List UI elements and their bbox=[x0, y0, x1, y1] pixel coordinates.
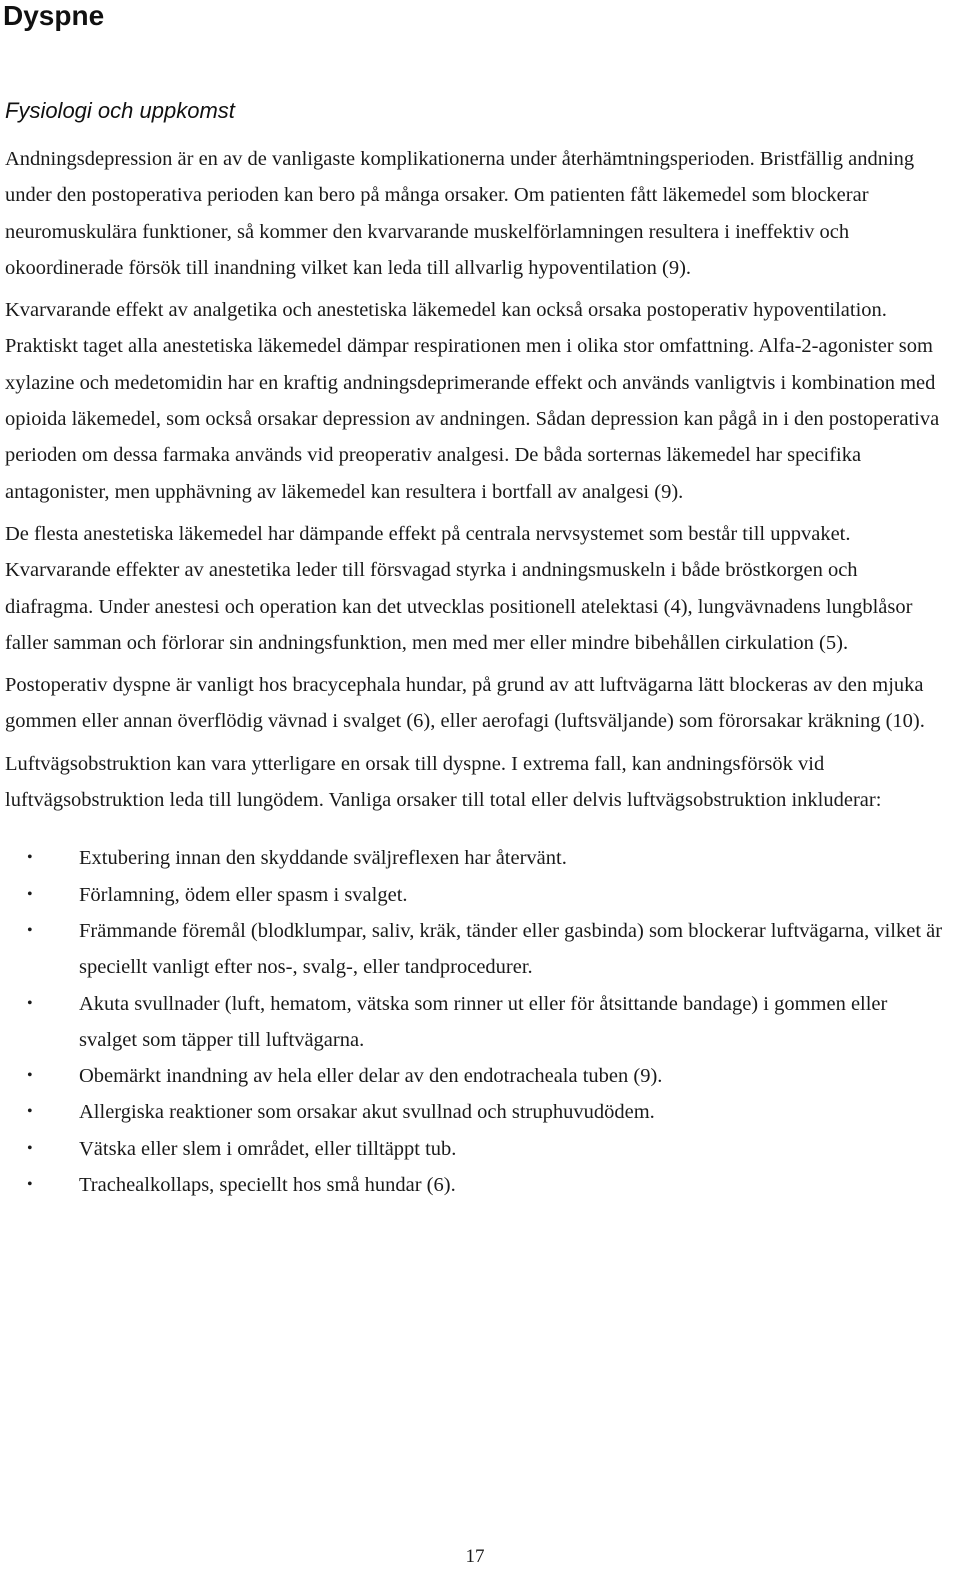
bullet-icon: • bbox=[27, 994, 33, 1012]
list-item-text: Förlamning, ödem eller spasm i svalget. bbox=[79, 883, 408, 906]
bullet-icon: • bbox=[27, 1067, 33, 1085]
list-item bbox=[5, 913, 950, 986]
paragraph: Andningsdepression är en av de vanligaste komplikationerna under återhämtningsperioden. Bristfällig andning under den postoperativa perioden kan bero på många orsaker. Om patienten fått läkemedel som blockerar neuromuskulära funktioner, så kommer den kvarvarande muskelförlamningen resultera i ineffektiv och okoordinerade försök till inandning vilket kan leda till allvarlig hypoventilation (9). bbox=[5, 148, 915, 279]
bullet-icon: • bbox=[27, 1139, 33, 1157]
list-item bbox=[5, 1094, 950, 1130]
list-item bbox=[5, 1058, 950, 1094]
section-heading: Dyspne bbox=[3, 0, 105, 31]
list-item-text: Trachealkollaps, speciellt hos små hundar (6). bbox=[79, 1174, 456, 1197]
list-item bbox=[5, 986, 950, 1059]
list-item-text: Främmande föremål (blodklumpar, saliv, kräk, tänder eller gasbinda) som blockerar luftvägarna, vilket är speciellt vanligt efter nos-, svalg-, eller tandprocedurer. bbox=[79, 919, 943, 979]
list-item-text: Extubering innan den skyddande sväljreflexen har återvänt. bbox=[79, 847, 567, 870]
list-item bbox=[5, 840, 950, 876]
bullet-icon: • bbox=[27, 1176, 33, 1194]
subsection-heading: Fysiologi och uppkomst bbox=[5, 98, 235, 123]
bullet-icon: • bbox=[27, 1103, 33, 1121]
bullet-icon: • bbox=[27, 849, 33, 867]
paragraph: De flesta anestetiska läkemedel har dämpande effekt på centrala nervsystemet som består till uppvaket. Kvarvarande effekter av anestetika leder till försvagad styrka i andningsmuskeln i både bröstkorgen och diafragma. Under anestesi och operation kan det utvecklas positionell atelektasi (4), lungvävnadens lungblåsor faller samman och förlorar sin andningsfunktion, men med mer eller mindre bibehållen cirkulation (5). bbox=[5, 522, 913, 654]
list-item bbox=[5, 877, 950, 913]
paragraph: Luftvägsobstruktion kan vara ytterligare en orsak till dyspne. I extrema fall, kan andningsförsök vid luftvägsobstruktion leda till lungödem. Vanliga orsaker till total eller delvis luftvägsobstruktion inkluderar: bbox=[5, 752, 882, 812]
list-item-text: Akuta svullnader (luft, hematom, vätska som rinner ut eller för åtsittande bandage) i gommen eller svalget som täpper till luftvägarna. bbox=[79, 992, 888, 1051]
list-item-text: Obemärkt inandning av hela eller delar av den endotracheala tuben (9). bbox=[79, 1065, 663, 1088]
page-number: 17 bbox=[465, 1546, 485, 1567]
paragraph: Kvarvarande effekt av analgetika och anestetiska läkemedel kan också orsaka postoperativ hypoventilation. Praktiskt taget alla anestetiska läkemedel dämpar respirationen men i olika stor omfattning. Alfa-2-agonister som xylazine och medetomidin har en kraftig andningsdeprimerande effekt och används vanligtvis i kombination med opioida läkemedel, som också orsakar depression av andningen. Sådan depression kan pågå in i den postoperativa perioden om dessa farmaka används vid preoperativ analgesi. De båda sorternas läkemedel har specifika antagonister, men upphävning av läkemedel kan resultera i bortfall av analgesi (9). bbox=[5, 299, 940, 503]
bullet-list bbox=[5, 840, 950, 1203]
list-item bbox=[5, 1167, 950, 1203]
paragraph: Postoperativ dyspne är vanligt hos bracycephala hundar, på grund av att luftvägarna lätt blockeras av den mjuka gommen eller annan överflödig vävnad i svalget (6), eller aerofagi (luftsväljande) som förorsakar kräkning (10). bbox=[5, 674, 925, 733]
list-item-text: Allergiska reaktioner som orsakar akut svullnad och struphuvudödem. bbox=[79, 1101, 655, 1124]
list-item bbox=[5, 1131, 950, 1167]
list-item-text: Vätska eller slem i området, eller tilltäppt tub. bbox=[79, 1137, 457, 1160]
bullet-icon: • bbox=[27, 921, 33, 939]
body-text bbox=[5, 141, 950, 1203]
bullet-icon: • bbox=[27, 885, 33, 903]
